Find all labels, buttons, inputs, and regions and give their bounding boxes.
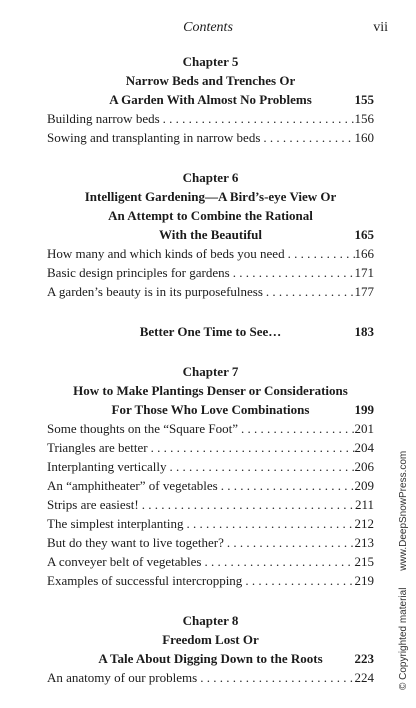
chapter-title-line: How to Make Plantings Denser or Considerations (73, 383, 348, 398)
toc-chapter (47, 52, 374, 147)
entry-title: Building narrow beds (47, 111, 160, 126)
running-head (0, 20, 416, 38)
toc-entry (47, 495, 374, 514)
running-head-title: Contents (183, 20, 233, 35)
toc-chapter (47, 168, 374, 301)
entry-title: Basic design principles for gardens (47, 265, 230, 280)
chapter-title-line: Freedom Lost Or (162, 632, 259, 647)
dot-leader (230, 263, 355, 282)
toc-entry (47, 282, 374, 301)
dot-leader (263, 282, 355, 301)
chapter-title-line: Narrow Beds and Trenches Or (125, 73, 296, 88)
entry-title: An “amphitheater” of vegetables (47, 478, 218, 493)
dot-leader (166, 457, 354, 476)
entry-page-number: 201 (354, 421, 374, 436)
entry-title: But do they want to live together? (47, 535, 224, 550)
entry-page-number: 215 (354, 554, 374, 569)
dot-leader (218, 476, 355, 495)
toc-entry (47, 552, 374, 571)
entry-page-number: 213 (354, 535, 374, 550)
toc-entry (47, 263, 374, 282)
dot-leader (238, 419, 354, 438)
entry-title: The simplest interplanting (47, 516, 184, 531)
dot-leader (260, 128, 354, 147)
section-page-number: 183 (354, 324, 374, 339)
entry-title: Sowing and transplanting in narrow beds (47, 130, 261, 145)
chapter-title-line: An Attempt to Combine the Rational (108, 208, 313, 223)
page-folio: vii (373, 20, 388, 35)
entry-title: Strips are easiest! (47, 497, 139, 512)
toc-entry (47, 514, 374, 533)
chapter-page-number: 165 (354, 227, 374, 242)
chapter-label: Chapter 7 (182, 364, 239, 379)
entry-page-number: 219 (354, 573, 374, 588)
entry-page-number: 156 (354, 111, 374, 126)
chapter-title-text: A Tale About Digging Down to the Roots (98, 651, 323, 666)
chapter-page-number: 155 (354, 92, 374, 107)
dot-leader (183, 514, 354, 533)
entry-page-number: 206 (354, 459, 374, 474)
chapter-title-final-line (47, 649, 374, 668)
side-copyright-notice (398, 420, 409, 690)
entry-title: How many and which kinds of beds you need (47, 246, 285, 261)
entry-page-number: 204 (354, 440, 374, 455)
chapter-title-text: With the Beautiful (158, 227, 263, 242)
chapter-title-final-line (47, 400, 374, 419)
entry-page-number: 211 (354, 497, 374, 512)
chapter-label: Chapter 6 (182, 170, 239, 185)
entry-page-number: 166 (354, 246, 374, 261)
toc-entry (47, 533, 374, 552)
entry-page-number: 224 (354, 670, 374, 685)
toc-entry (47, 419, 374, 438)
entry-title: A conveyer belt of vegetables (47, 554, 202, 569)
dot-leader (242, 571, 354, 590)
entry-title: Examples of successful intercropping (47, 573, 243, 588)
toc-chapter (47, 362, 374, 590)
copyright-notice: © Copyrighted material (398, 587, 409, 690)
dot-leader (160, 109, 355, 128)
dot-leader (202, 552, 355, 571)
toc-entry (47, 457, 374, 476)
entry-page-number: 171 (354, 265, 374, 280)
section-title: Better One Time to See… (139, 324, 282, 339)
entry-page-number: 177 (354, 284, 374, 299)
publisher-url: www.DeepSnowPress.com (398, 450, 409, 571)
toc-entry (47, 476, 374, 495)
entry-page-number: 160 (354, 130, 374, 145)
table-of-contents (47, 52, 374, 708)
entry-title: Interplanting vertically (47, 459, 167, 474)
toc-entry (47, 438, 374, 457)
entry-title: An anatomy of our problems (47, 670, 198, 685)
chapter-page-number: 223 (354, 651, 374, 666)
chapter-title-final-line (47, 225, 374, 244)
chapter-label: Chapter 5 (182, 54, 239, 69)
toc-entry (47, 668, 374, 687)
entry-title: Some thoughts on the “Square Foot” (47, 421, 239, 436)
dot-leader (139, 495, 355, 514)
entry-page-number: 212 (354, 516, 374, 531)
chapter-title-text: A Garden With Almost No Problems (109, 92, 312, 107)
entry-page-number: 209 (354, 478, 374, 493)
dot-leader (148, 438, 355, 457)
toc-entry (47, 128, 374, 147)
dot-leader (224, 533, 355, 552)
toc-section-heading (47, 322, 374, 341)
entry-title: Triangles are better (47, 440, 148, 455)
chapter-title-final-line (47, 90, 374, 109)
dot-leader (197, 668, 354, 687)
toc-entry (47, 109, 374, 128)
chapter-label: Chapter 8 (182, 613, 239, 628)
chapter-title-text: For Those Who Love Combinations (111, 402, 310, 417)
dot-leader (285, 244, 355, 263)
chapter-page-number: 199 (354, 402, 374, 417)
toc-entry (47, 244, 374, 263)
chapter-title-line: Intelligent Gardening—A Bird’s-eye View Or (84, 189, 337, 204)
toc-entry (47, 571, 374, 590)
toc-chapter (47, 611, 374, 687)
entry-title: A garden’s beauty is in its purposefulness (47, 284, 263, 299)
